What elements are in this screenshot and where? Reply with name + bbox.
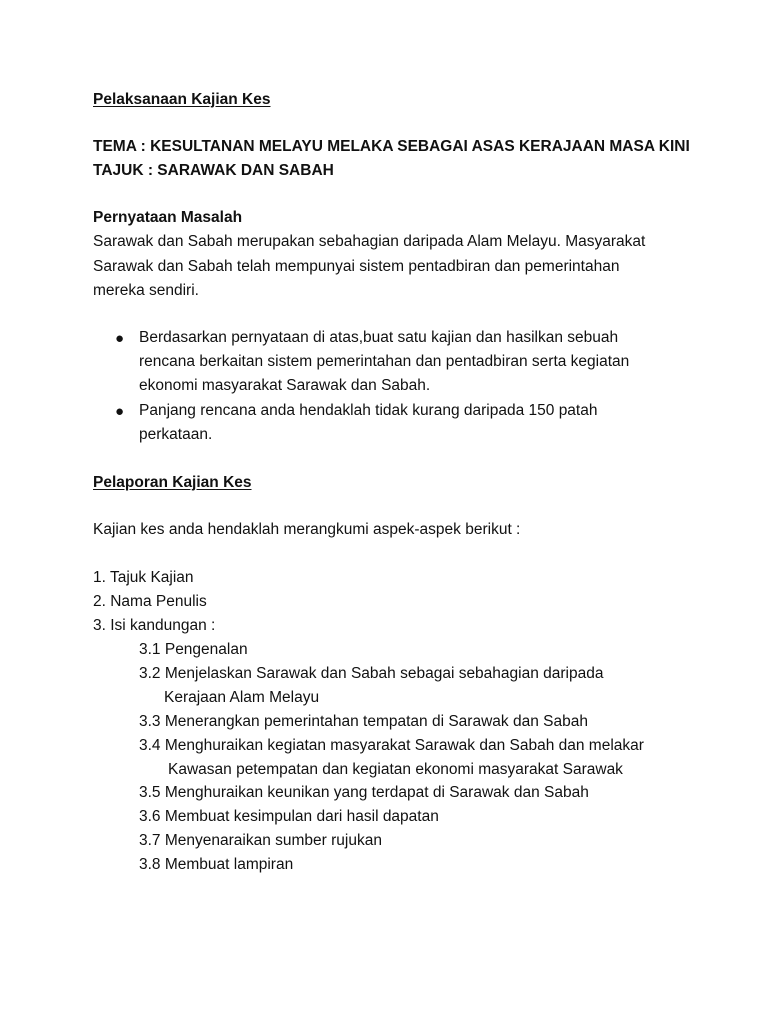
bullet-text-line: ekonomi masyarakat Sarawak dan Sabah. — [139, 377, 431, 394]
sub-list-item: 3.6 Membuat kesimpulan dari hasil dapatan — [139, 808, 439, 825]
bullet-text-line: Panjang rencana anda hendaklah tidak kurang daripada 150 patah — [139, 402, 598, 419]
sub-list-item: 3.1 Pengenalan — [139, 641, 248, 658]
sub-list-item: 3.7 Menyenaraikan sumber rujukan — [139, 832, 382, 849]
sub-list-item-continuation: Kawasan petempatan dan kegiatan ekonomi masyarakat Sarawak — [168, 761, 623, 778]
problem-text-line: mereka sendiri. — [93, 282, 199, 299]
bullet-text-line: perkataan. — [139, 426, 213, 443]
problem-heading: Pernyataan Masalah — [93, 209, 243, 226]
sub-list-item-continuation: Kerajaan Alam Melayu — [164, 689, 320, 706]
bullet-marker: ● — [115, 403, 125, 420]
bullet-marker: ● — [115, 330, 125, 347]
list-item: 1. Tajuk Kajian — [93, 569, 194, 586]
problem-text-line: Sarawak dan Sabah merupakan sebahagian daripada Alam Melayu. Masyarakat — [93, 233, 646, 250]
sub-list-item: 3.4 Menghuraikan kegiatan masyarakat Sarawak dan Sabah dan melakar — [139, 737, 644, 754]
sub-list-item: 3.3 Menerangkan pemerintahan tempatan di Sarawak dan Sabah — [139, 713, 588, 730]
sub-list-item: 3.5 Menghuraikan keunikan yang terdapat di Sarawak dan Sabah — [139, 784, 589, 801]
list-item: 2. Nama Penulis — [93, 593, 207, 610]
section-heading-pelaksanaan: Pelaksanaan Kajian Kes — [93, 91, 271, 108]
sub-list-item: 3.8 Membuat lampiran — [139, 856, 294, 873]
problem-text-line: Sarawak dan Sabah telah mempunyai sistem pentadbiran dan pemerintahan — [93, 258, 620, 275]
report-intro: Kajian kes anda hendaklah merangkumi aspek-aspek berikut : — [93, 521, 521, 538]
tema-line: TEMA : KESULTANAN MELAYU MELAKA SEBAGAI ASAS KERAJAAN MASA KINI — [93, 138, 690, 155]
sub-list-item: 3.2 Menjelaskan Sarawak dan Sabah sebagai sebahagian daripada — [139, 665, 604, 682]
bullet-text-line: Berdasarkan pernyataan di atas,buat satu kajian dan hasilkan sebuah — [139, 329, 619, 346]
tajuk-line: TAJUK : SARAWAK DAN SABAH — [93, 162, 334, 179]
list-item: 3. Isi kandungan : — [93, 617, 216, 634]
bullet-text-line: rencana berkaitan sistem pemerintahan dan pentadbiran serta kegiatan — [139, 353, 630, 370]
section-heading-pelaporan: Pelaporan Kajian Kes — [93, 474, 252, 491]
